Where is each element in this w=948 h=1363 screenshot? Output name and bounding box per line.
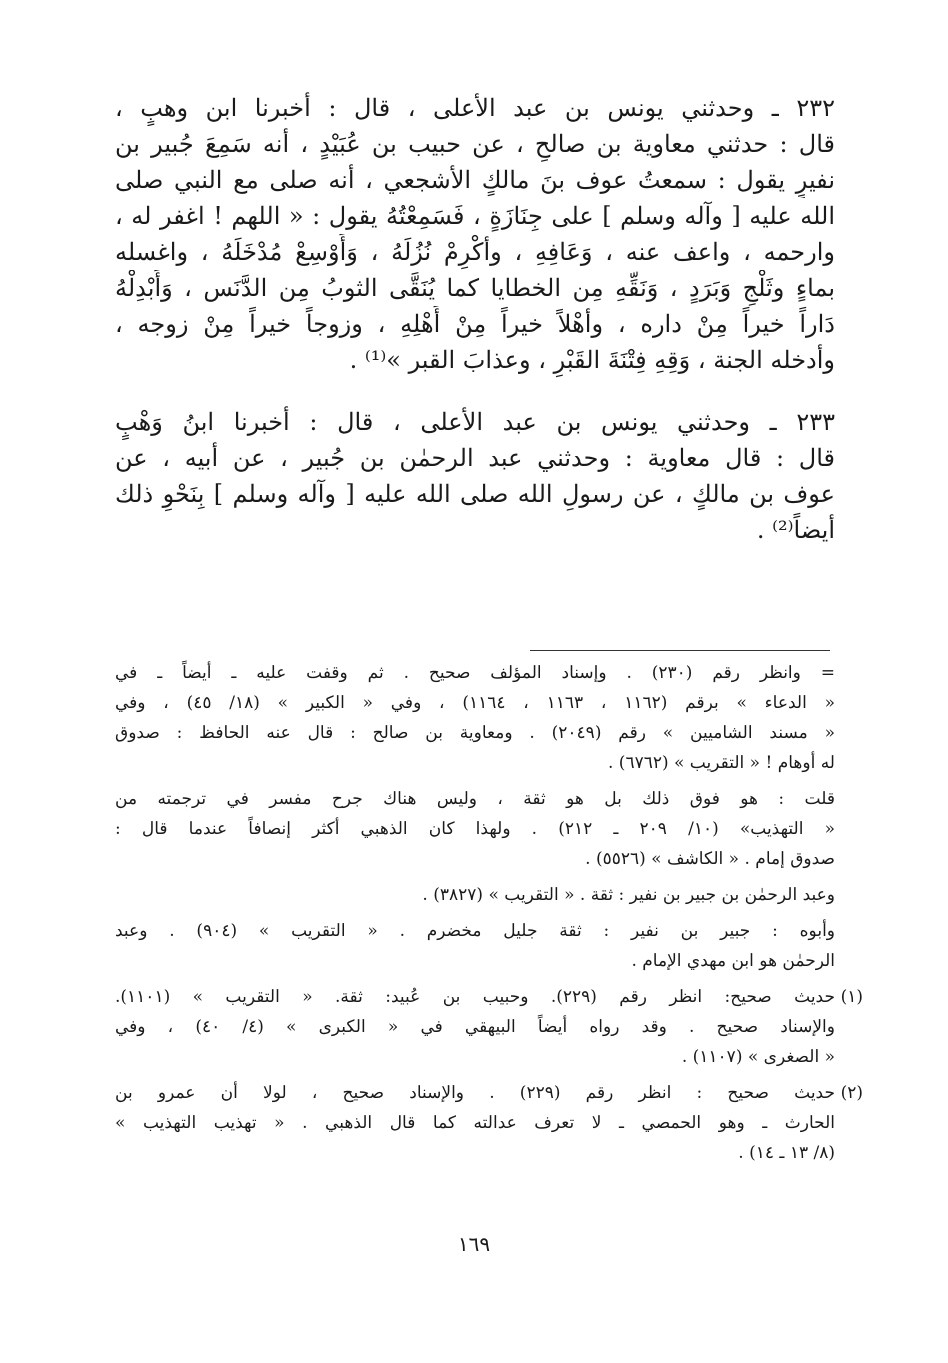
footnote-2	[115, 1078, 863, 1168]
text-line: ٢٣٢ ـ وحدثني يونس بن عبد الأعلى ، قال : أخبرنا ابن وهبٍ ،	[115, 94, 835, 122]
note-line: حديث صحيح : انظر رقم (٢٢٩) . والإسناد صحيح ، لولا أن عمرو بن	[115, 1083, 835, 1103]
note-line: والإسناد صحيح . وقد رواه أيضاً البيهقي في « الكبرى » (٤/ ٤٠) ، وفي	[115, 1017, 835, 1037]
text-line: دَاراً خيراً مِنْ داره ، وأهْلاً خيراً مِنْ أَهْلِهِ ، وزوجاً خيراً مِنْ زوجه ،	[115, 310, 835, 338]
note-continuation-1	[115, 658, 835, 778]
note-continuation-4	[115, 916, 835, 976]
page-number: ١٦٩	[457, 1232, 491, 1256]
text-line: أيضاً⁽²⁾ .	[756, 516, 835, 544]
text-line: بماءٍ وثَلْجٍ وَبَرَدٍ ، وَنَقِّهِ مِن الخطايا كما يُنَقَّى الثوبُ مِن الدَّنَس ، وَأَبْدِلْهُ	[115, 274, 835, 302]
footnote-number: (٢)	[840, 1083, 863, 1103]
note-line: حديث صحيح: انظر رقم (٢٢٩). وحبيب بن عُبيد: ثقة. « التقريب » (١١٠١).	[115, 987, 835, 1007]
text-line: نفيرٍ يقول : سمعتُ عوف بنَ مالكٍ الأشجعي ، أنه صلى مع النبي صلى	[115, 166, 835, 194]
note-line: صدوق إمام . « الكاشف » (٥٥٢٦) .	[585, 849, 835, 869]
note-line: قلت : هو فوق ذلك بل هو ثقة ، وليس هناك جرح مفسر في ترجمته من	[115, 789, 835, 809]
hadith-233	[115, 404, 835, 548]
note-line: الرحمٰن هو ابن مهدي الإمام .	[631, 951, 835, 971]
text-line: عوف بن مالكٍ ، عن رسولِ الله صلى الله عليه [ وآله وسلم ] بِنَحْوِ ذلك	[115, 480, 835, 508]
note-line: = وانظر رقم (٢٣٠) . وإسناد المؤلف صحيح . ثم وقفت عليه ـ أيضاً ـ في	[115, 663, 835, 683]
note-line: « مسند الشاميين » رقم (٢٠٤٩) . ومعاوية بن صالح : قال عنه الحافظ : صدوق	[115, 723, 835, 743]
note-line: « التهذيب» (١٠/ ٢٠٩ ـ ٢١٢) . ولهذا كان الذهبي أكثر إنصافاً عندما قال :	[115, 819, 835, 839]
note-line: له أوهام ! « التقريب » (٦٧٦٢) .	[607, 753, 835, 773]
note-line: وعبد الرحمٰن بن جبير بن نفير : ثقة . « التقريب » (٣٨٢٧) .	[422, 885, 835, 905]
text-line: ٢٣٣ ـ وحدثني يونس بن عبد الأعلى ، قال : أخبرنا ابنُ وَهْبٍ	[115, 408, 835, 436]
note-line: وأبوه : جبير بن نفير : ثقة جليل مخضرم . « التقريب » (٩٠٤) . وعبد	[115, 921, 835, 941]
footnote-1	[115, 982, 863, 1072]
note-continuation-2	[115, 784, 835, 874]
note-line: « الدعاء » برقم (١١٦٢ ، ١١٦٣ ، ١١٦٤) ، وفي « الكبير » (١٨/ ٤٥) ، وفي	[115, 693, 835, 713]
text-line: وأدخله الجنة ، وَقِهِ فِتْنَةَ القَبْرِ ، وعذابَ القبر »⁽¹⁾ .	[349, 346, 835, 374]
text-line: قال : حدثني معاوية بن صالحٍ ، عن حبيب بن عُبَيْدٍ ، أنه سَمِعَ جُبير بن	[115, 130, 835, 158]
note-continuation-3	[115, 880, 835, 910]
note-line: « الصغرى » (١١٠٧) .	[681, 1047, 835, 1067]
hadith-232	[115, 90, 835, 378]
note-line: الحارث ـ وهو الحمصي ـ لا تعرف عدالته كما قال الذهبي . « تهذيب التهذيب »	[115, 1113, 835, 1133]
text-line: الله عليه [ وآله وسلم ] على جِنَازَةٍ ، فَسَمِعْتُهُ يقول : « اللهم ! اغفر له ،	[115, 202, 835, 230]
footnote-number: (١)	[840, 987, 863, 1007]
text-line: قال : قال معاوية : وحدثني عبد الرحمٰن بن جُبير ، عن أبيه ، عن	[115, 444, 835, 472]
footnote-separator	[530, 650, 830, 651]
note-line: (٨/ ١٣ ـ ١٤) .	[738, 1143, 835, 1163]
footnotes	[115, 658, 863, 1174]
text-line: وارحمه ، واعف عنه ، وَعَافِهِ ، وأكْرِمْ نُزُلَهُ ، وَأَوْسِعْ مُدْخَلَهُ ، واغسله	[115, 238, 835, 266]
main-text	[115, 90, 835, 574]
